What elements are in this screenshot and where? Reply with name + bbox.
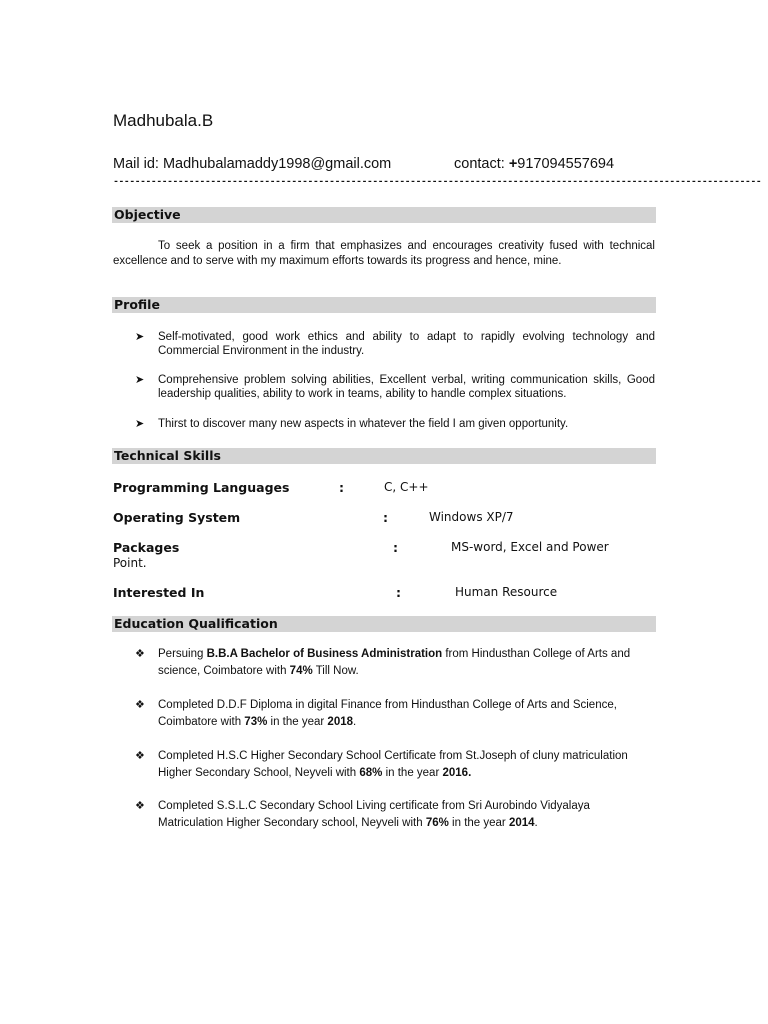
profile-item (113, 330, 655, 358)
edu-bold: 68% (359, 767, 383, 779)
education-item (113, 748, 655, 782)
profile-list (113, 330, 655, 431)
skill-value: C, C++ (384, 480, 429, 494)
plus-sign: + (508, 156, 518, 172)
skill-colon: : (393, 540, 398, 555)
section-heading-objective: Objective (112, 207, 656, 223)
edu-bold: 2018 (327, 716, 354, 728)
arrowhead-icon: ➤ (135, 331, 145, 343)
education-list (113, 646, 655, 832)
phone-number: 917094557694 (517, 156, 615, 172)
edu-text: Completed S.S.L.C Secondary School Living certificate from Sri Aurobindo Vidyalaya Matriculation Higher Secondary school, Neyveli with (158, 800, 590, 829)
objective-text: To seek a position in a firm that emphasizes and encourages creativity fused with technical excellence and to serve with my maximum efforts towards its progress and hence, mine. (113, 240, 655, 267)
arrowhead-icon: ➤ (135, 418, 145, 430)
diamond-icon: ❖ (135, 750, 145, 762)
diamond-icon: ❖ (135, 800, 145, 812)
skill-value-continuation: Point. (113, 556, 147, 570)
skill-row-operating-system (113, 510, 514, 525)
skill-value: Human Resource (455, 585, 558, 599)
education-item (113, 798, 655, 832)
skill-row-packages (113, 540, 609, 555)
diamond-icon: ❖ (135, 648, 145, 660)
section-heading-education: Education Qualification (112, 616, 656, 632)
education-item (113, 697, 655, 731)
edu-bold: B.B.A Bachelor of Business Administration (206, 648, 443, 660)
edu-bold: 2014 (508, 817, 535, 829)
skill-colon: : (383, 510, 388, 525)
profile-item (113, 373, 655, 401)
skill-value: Windows XP/7 (429, 510, 514, 524)
edu-bold: 2016. (442, 767, 472, 779)
contact-info (454, 156, 614, 172)
skill-label: Packages (113, 540, 180, 555)
edu-bold: 73% (244, 716, 268, 728)
mail-label: Mail id: (113, 156, 159, 172)
skill-label: Operating System (113, 510, 241, 525)
skill-colon: : (396, 585, 401, 600)
skill-label: Programming Languages (113, 480, 290, 495)
arrowhead-icon: ➤ (135, 374, 145, 386)
profile-item-text: Thirst to discover many new aspects in whatever the field I am given opportunity. (158, 418, 569, 430)
skill-row-interested-in (113, 585, 558, 600)
skill-label: Interested In (113, 585, 205, 600)
profile-item-text: Comprehensive problem solving abilities, Excellent verbal, writing communication skills, Good leadership qualities, ability to work in teams, ability to handle complex situations. (158, 374, 655, 400)
email-address: Madhubalamaddy1998@gmail.com (162, 156, 392, 172)
profile-item (113, 417, 655, 431)
edu-text: . (534, 817, 538, 829)
section-heading-technical-skills: Technical Skills (112, 448, 656, 464)
edu-text: in the year (267, 716, 328, 728)
applicant-name: Madhubala.B (113, 111, 214, 130)
edu-text: Persuing (158, 648, 207, 660)
edu-bold: 74% (289, 665, 313, 677)
contact-line (113, 156, 615, 172)
edu-text: Completed H.S.C Higher Secondary School Certificate from St.Joseph of cluny matriculation Higher Secondary School, Neyveli with (158, 750, 628, 779)
section-heading-profile: Profile (112, 297, 656, 313)
diamond-icon: ❖ (135, 699, 145, 711)
education-item (113, 646, 655, 680)
skill-row-programming (113, 480, 429, 495)
edu-text: Till Now. (312, 665, 359, 677)
profile-item-text: Self-motivated, good work ethics and ability to adapt to rapidly evolving technology and Commercial Environment in the industry. (158, 331, 655, 357)
edu-text: in the year (382, 767, 443, 779)
edu-text: . (353, 716, 357, 728)
skill-colon: : (339, 480, 344, 495)
edu-text: from Hindusthan College of Arts and science, Coimbatore with (158, 648, 631, 677)
edu-bold: 76% (425, 817, 449, 829)
skill-value: MS-word, Excel and Power (451, 540, 609, 554)
dashed-separator: ------------------------------------------------------------------------------------------------------------------------ (113, 177, 762, 188)
contact-label: contact: (454, 156, 505, 172)
edu-text: in the year (448, 817, 509, 829)
edu-text: Completed D.D.F Diploma in digital Finance from Hindusthan College of Arts and Science, Coimbatore with (158, 699, 617, 728)
